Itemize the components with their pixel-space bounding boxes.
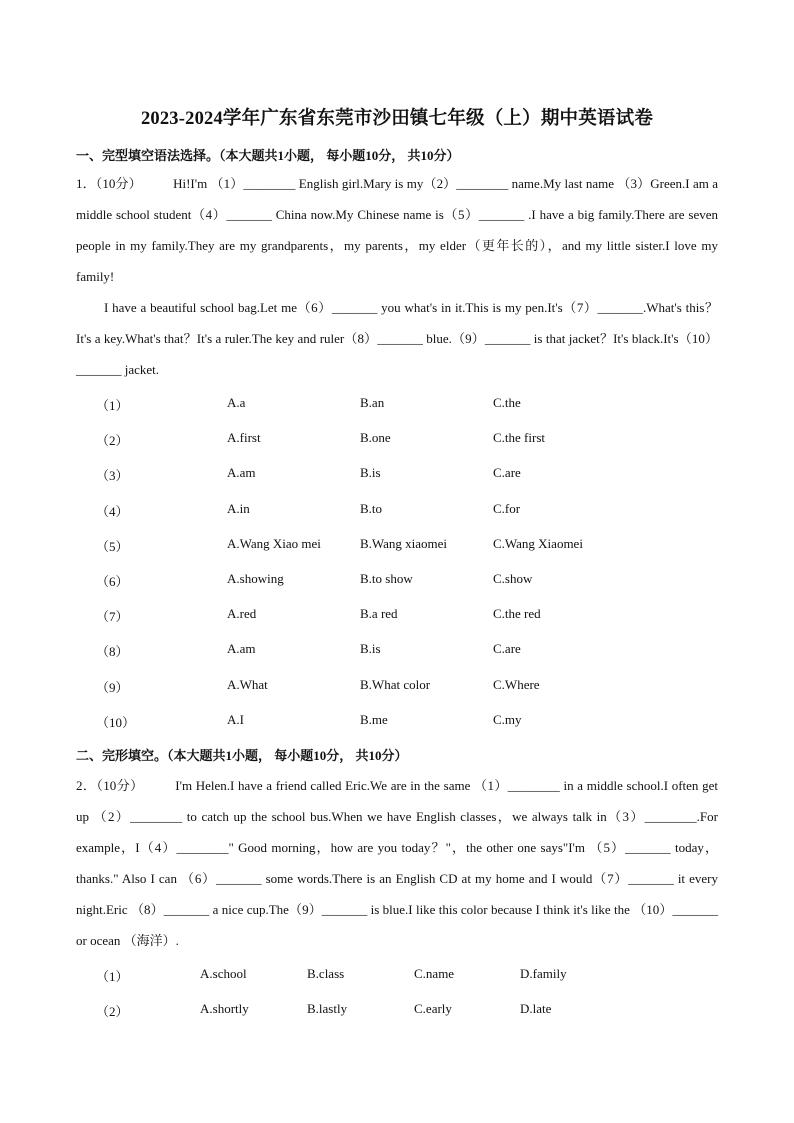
q2-option-d: D.family (520, 966, 567, 981)
q1-option-c: C.are (493, 465, 521, 481)
q2-option-n: （1） (96, 969, 129, 984)
q1-option-c: C.the first (493, 430, 545, 446)
q1-option-b: B.is (360, 465, 381, 481)
q1-option-b: B.Wang xiaomei (360, 535, 448, 551)
q1-option-c: C.my (493, 711, 522, 727)
q1-option-b: B.one (360, 430, 391, 446)
section-1-heading: 一、完型填空语法选择。（本大题共1小题， 每小题10分， 共10分） (76, 148, 460, 163)
q1-option-c: C.Where (493, 676, 540, 692)
q1-option-b: B.to show (360, 571, 413, 586)
q2-option-b: B.class (307, 966, 345, 981)
q1-option-row (0, 395, 794, 413)
question-1-paragraph-2: I have a beautiful school bag.Let me（6）_______ you what's in it.This is my pen.It's（7）_______.What's this？It's a key.What's that？It's a ruler.The key and ruler（8）_______ blue.（9）_______ is that jacket？It's black.It's（10）_______ jacket. (76, 300, 718, 377)
q1-option-n: （6） (96, 574, 129, 589)
q2-option-c: C.early (414, 1001, 452, 1016)
q2-option-a: A.shortly (200, 1001, 249, 1016)
q1-option-b: B.an (360, 395, 385, 410)
q1-option-n: （2） (96, 433, 129, 449)
q1-option-a: A.first (227, 430, 261, 446)
q2-option-row (0, 1001, 794, 1019)
question-2-paragraph-1: I'm Helen.I have a friend called Eric.We are in the same （1）________ in a middle school.I often get up （2）________ to catch up the school bus.When we have English classes，we always talk in（3）________.For example，I（4）________" Good morning，how are you today？"，the other one says"I'm （5）_______ today，thanks." Also I can （6）_______ some words.There is an English CD at my home and I would（7）_______ it every night.Eric （8）_______ a nice cup.The（9）_______ is blue.I like this color because I think it's like the （10）_______ or ocean （海洋）. (76, 778, 718, 948)
q1-option-c: C.for (493, 500, 521, 516)
q1-option-b: B.is (360, 641, 381, 657)
q2-option-b: B.lastly (307, 1001, 348, 1016)
q1-option-n: （3） (96, 468, 129, 484)
q1-option-n: （7） (96, 609, 129, 625)
q1-option-n: （5） (96, 538, 129, 554)
q1-option-b: B.What color (360, 676, 431, 692)
section-2-heading: 二、完形填空。（本大题共1小题， 每小题10分， 共10分） (76, 748, 408, 763)
question-1-paragraph-1: Hi!I'm （1）________ English girl.Mary is my（2）________ name.My last name （3）Green.I am a middle school student（4）_______ China now.My Chinese name is（5）_______ .I have a big family.There are seven people in my family.They are my grandparents，my parents，my elder（更年长的），and my little sister.I love my family! (76, 176, 718, 284)
q1-option-a: A.am (227, 641, 256, 657)
q1-option-row (0, 641, 794, 659)
q1-option-row (0, 677, 794, 695)
q1-option-n: （8） (96, 644, 129, 660)
q1-option-row (0, 712, 794, 730)
q1-option-a: A.a (227, 395, 246, 410)
question-1-number: 1．（10分） (76, 176, 142, 191)
q1-option-c: C.the red (493, 606, 541, 622)
q1-option-a: A.Wang Xiao mei (227, 535, 321, 551)
q1-option-row (0, 501, 794, 519)
q1-option-c: C.show (493, 571, 533, 586)
q1-option-c: C.Wang Xiaomei (493, 535, 583, 551)
question-1 (76, 168, 718, 385)
q2-option-c: C.name (414, 966, 455, 981)
q1-option-b: B.me (360, 711, 388, 727)
q1-option-c: C.the (493, 395, 521, 410)
q1-option-a: A.am (227, 465, 256, 481)
q1-option-n: （9） (96, 679, 129, 695)
q1-option-n: （1） (96, 398, 129, 413)
q2-option-row (0, 966, 794, 984)
q1-option-n: （10） (96, 714, 136, 730)
q1-option-b: B.a red (360, 606, 398, 622)
q1-option-row (0, 606, 794, 624)
q1-option-row (0, 536, 794, 554)
q1-option-n: （4） (96, 503, 129, 519)
q1-option-row (0, 571, 794, 589)
q2-option-a: A.school (200, 966, 247, 981)
q1-option-row (0, 430, 794, 448)
q1-option-a: A.red (227, 606, 257, 622)
q1-option-a: A.showing (227, 571, 284, 586)
q1-option-a: A.What (227, 676, 268, 692)
q1-option-row (0, 465, 794, 483)
q1-option-c: C.are (493, 641, 521, 657)
question-2 (76, 770, 718, 956)
q2-option-n: （2） (96, 1004, 129, 1019)
q1-option-a: A.in (227, 500, 250, 516)
question-2-number: 2．（10分） (76, 778, 144, 793)
q2-option-d: D.late (520, 1001, 552, 1016)
q1-option-b: B.to (360, 500, 383, 516)
page-title: 2023-2024学年广东省东莞市沙田镇七年级（上）期中英语试卷 (140, 109, 654, 129)
q1-option-a: A.I (227, 711, 244, 727)
